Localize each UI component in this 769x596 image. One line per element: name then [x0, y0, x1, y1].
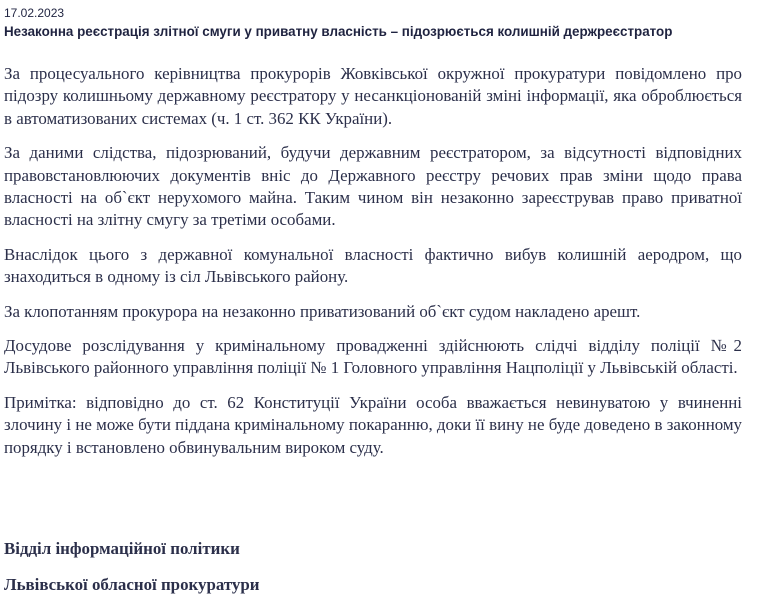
article-body — [4, 63, 742, 471]
article-note: Примітка: відповідно до ст. 62 Конституції України особа вважається невинуватою у вчиненні злочину і не може бути піддана кримінальному покаранню, доки її вину не буде доведено в законному порядку і встановлено обвинувальним вироком суду. — [4, 392, 742, 457]
publication-date: 17.02.2023 — [4, 6, 65, 20]
article-title: Незаконна реєстрація злітної смуги у приватну власність – підозрюється колишній держреєстратор — [4, 24, 673, 39]
article-paragraph: За клопотанням прокурора на незаконно приватизований об`єкт судом накладено арешт. — [4, 301, 641, 321]
article-paragraph: Досудове розслідування у кримінальному провадженні здійснюють слідчі відділу поліції №2 Львівського районного управління поліції № 1 Головного управління Нацполіції у Львівській області. — [4, 336, 742, 378]
article-paragraph: За даними слідства, підозрюваний, будучи державним реєстратором, за відсутності відповідних правовстановлюючих документів вніс до Державного реєстру речових прав зміни щодо права власності на об`єкт нерухомого майна. Таким чином він незаконно зареєстрував право приватної власності на злітну смугу за третіми особами. — [4, 143, 742, 230]
signature-department: Відділ інформаційної політики — [4, 539, 240, 558]
article-paragraph: Внаслідок цього з державної комунальної власності фактично вибув колишній аеродром, що знаходиться в одному із сіл Львівського району. — [4, 244, 742, 287]
signature-organization: Львівської обласної прокуратури — [4, 575, 260, 594]
article-paragraph: За процесуального керівництва прокурорів Жовківської окружної прокуратури повідомлено про підозру колишньому державному реєстратору у несанкціонованій зміні інформації, яка оброблюється в автоматизованих системах (ч. 1 ст. 362 КК України). — [4, 64, 742, 128]
